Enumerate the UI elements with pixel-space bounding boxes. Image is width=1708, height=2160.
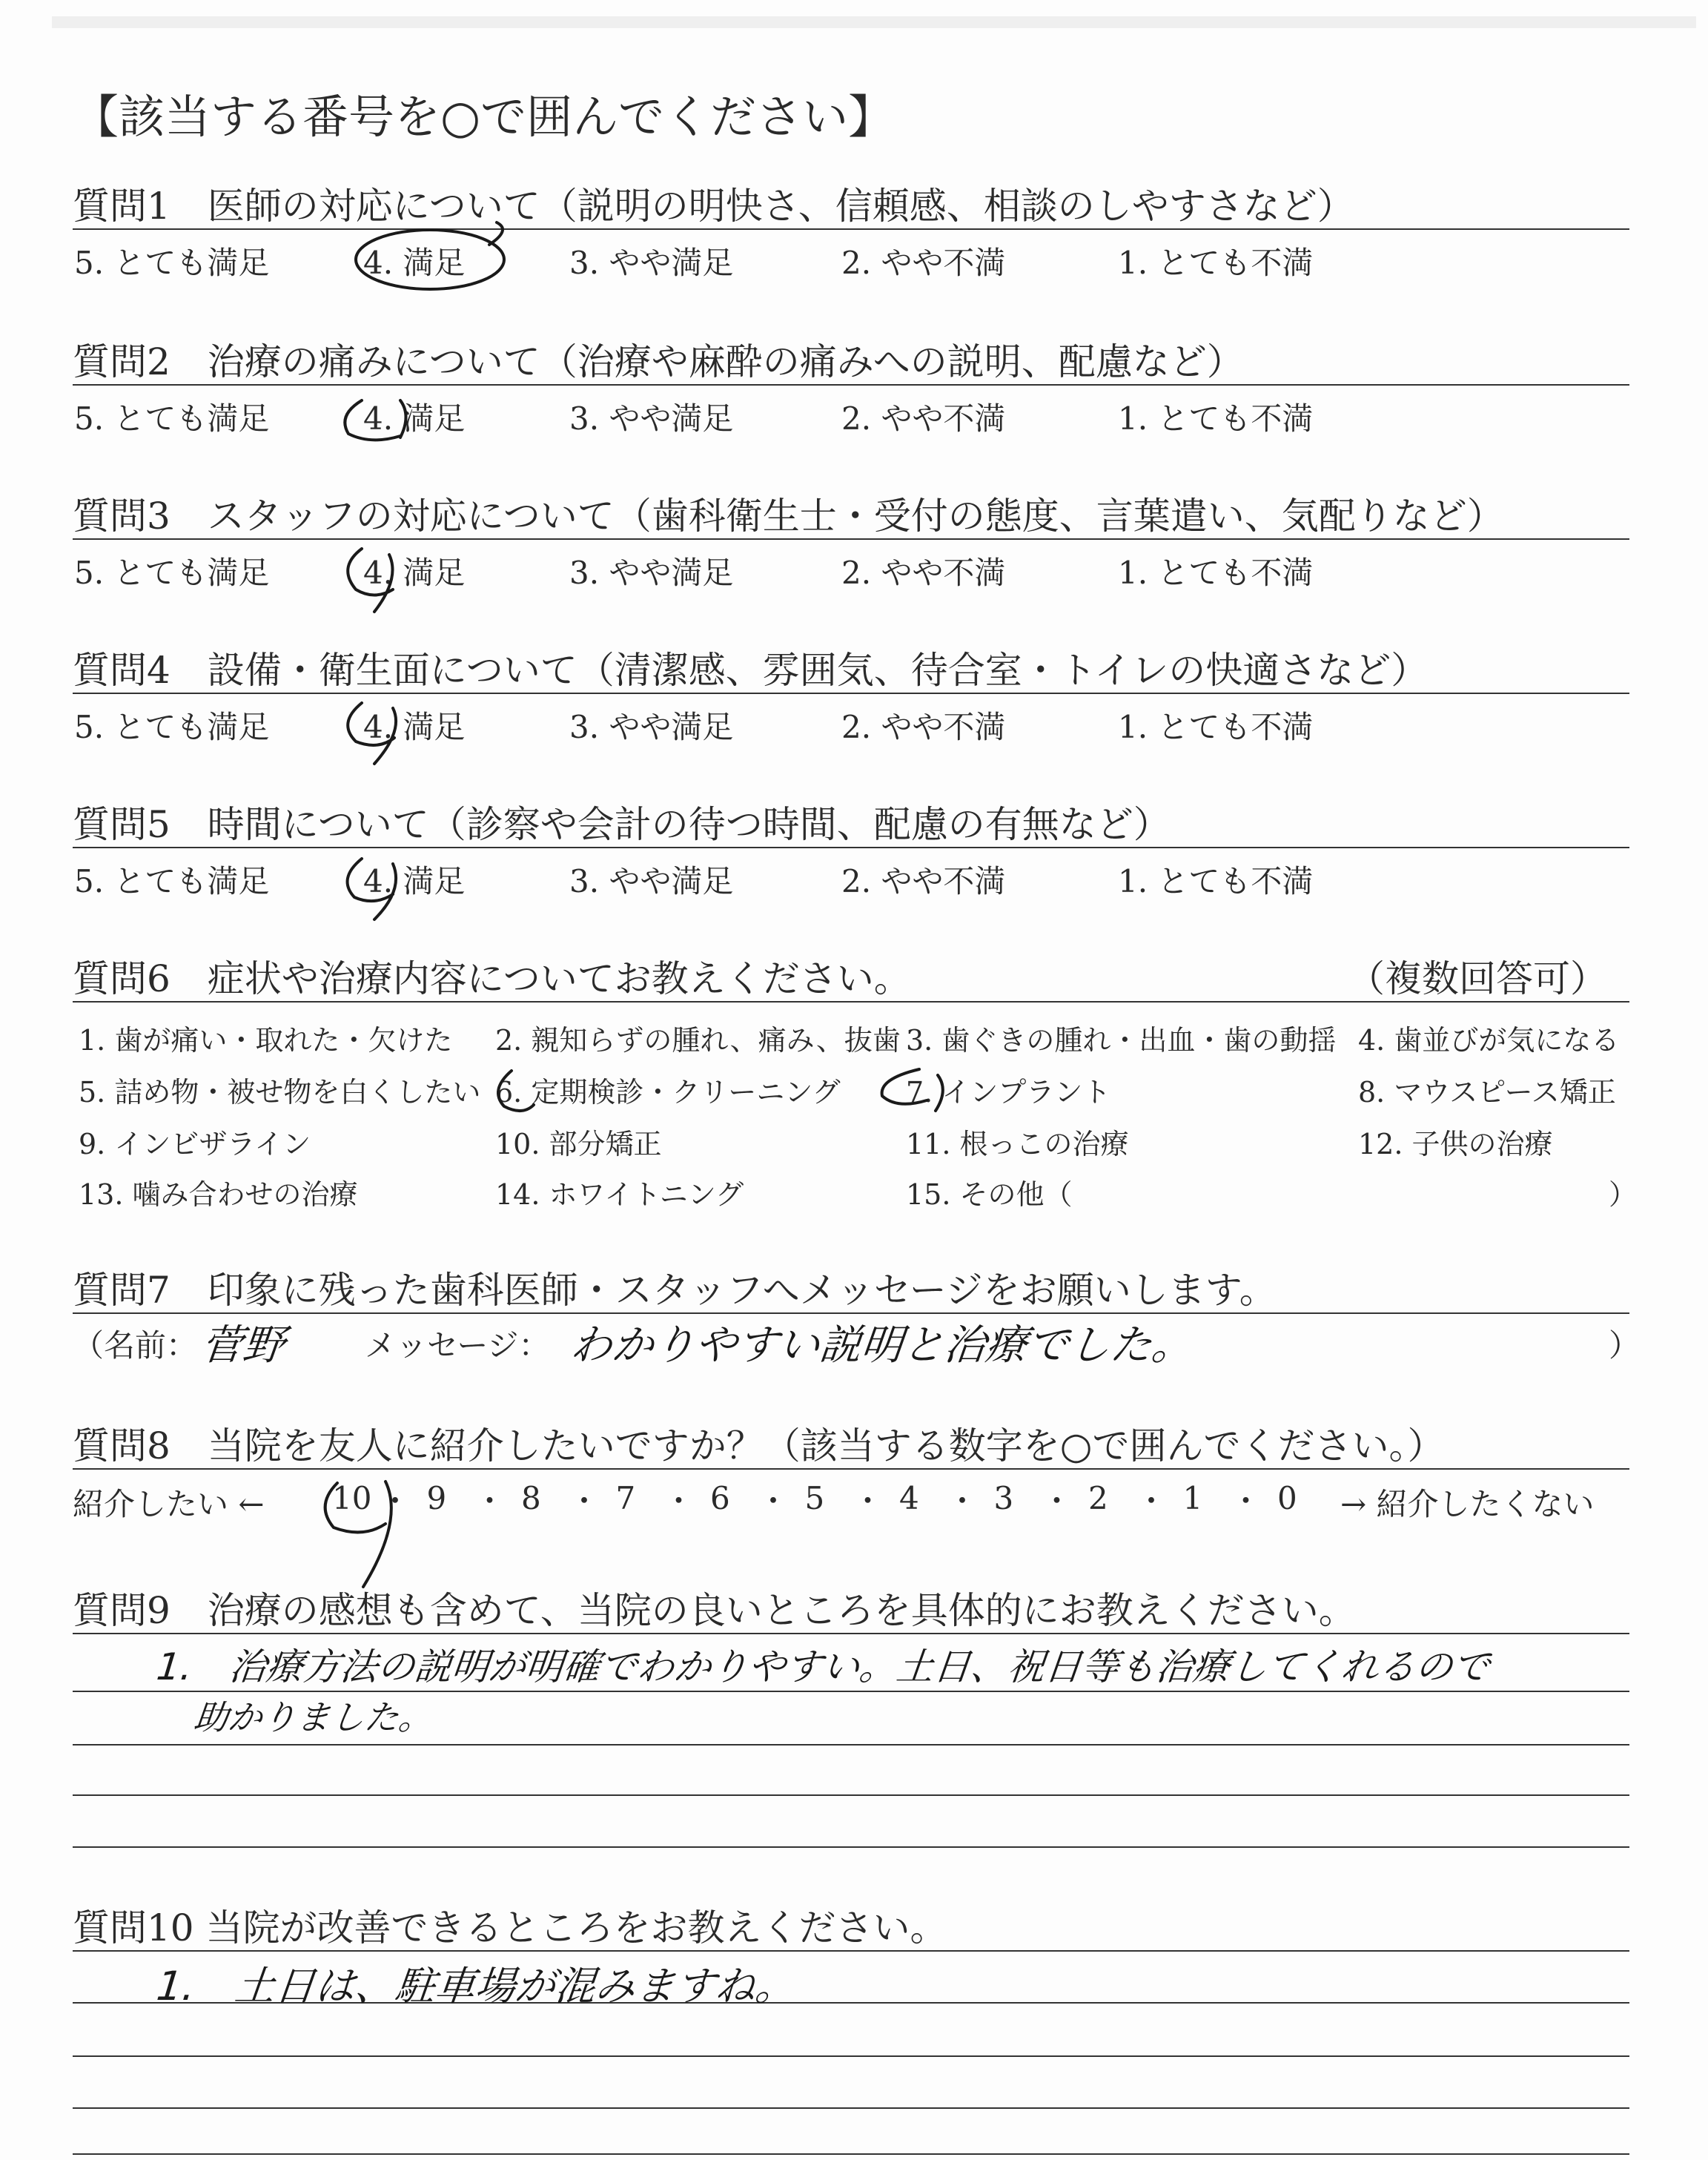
q6-title: 質問6 症状や治療内容についてお教えください。 bbox=[73, 957, 911, 1000]
q8-scale-value-8[interactable]: 8 bbox=[521, 1480, 541, 1516]
q2-option-5[interactable]: 5. とても満足 bbox=[74, 400, 270, 437]
q8-scale-value-7[interactable]: 7 bbox=[615, 1480, 636, 1516]
q6-option-7[interactable]: 7. インプラント bbox=[906, 1076, 1111, 1109]
q2-title: 質問2 治療の痛みについて（治療や麻酔の痛みへの説明、配慮など） bbox=[73, 340, 1244, 383]
q2-rule bbox=[73, 384, 1629, 386]
q1-option-2[interactable]: 2. やや不満 bbox=[841, 245, 1006, 281]
q2-option-4[interactable]: 4. 満足 bbox=[363, 400, 466, 437]
q6-rule bbox=[73, 1001, 1629, 1003]
q8-scale-separator: ・ bbox=[663, 1483, 695, 1519]
q4-option-5[interactable]: 5. とても満足 bbox=[74, 709, 270, 745]
q8-scale-value-3[interactable]: 3 bbox=[993, 1480, 1014, 1516]
q6-option-9[interactable]: 9. インビザライン bbox=[79, 1128, 311, 1160]
q7-message-label: メッセージ： bbox=[365, 1327, 550, 1364]
q1-option-5[interactable]: 5. とても満足 bbox=[74, 245, 270, 281]
q5-option-3[interactable]: 3. やや満足 bbox=[569, 863, 734, 899]
q2-option-1[interactable]: 1. とても不満 bbox=[1118, 400, 1314, 437]
q8-scale-value-9[interactable]: 9 bbox=[426, 1480, 447, 1516]
q10-rule-4 bbox=[73, 2107, 1629, 2109]
q8-scale-separator: ・ bbox=[947, 1483, 979, 1519]
q10-title: 質問10 当院が改善できるところをお教えください。 bbox=[73, 1906, 947, 1949]
q7-message-value[interactable]: わかりやすい説明と治療でした。 bbox=[568, 1321, 1196, 1370]
q1-option-3[interactable]: 3. やや満足 bbox=[569, 245, 734, 281]
q3-rule bbox=[73, 538, 1629, 540]
q4-rule bbox=[73, 693, 1629, 694]
q9-title: 質問9 治療の感想も含めて、当院の良いところを具体的にお教えください。 bbox=[73, 1589, 1356, 1632]
q9-answer-line-2[interactable]: 助かりました。 bbox=[191, 1697, 435, 1737]
q8-scale-separator: ・ bbox=[852, 1483, 884, 1519]
q8-rule bbox=[73, 1468, 1629, 1470]
q3-option-1[interactable]: 1. とても不満 bbox=[1118, 555, 1314, 591]
q9-rule-5 bbox=[73, 1846, 1629, 1848]
q5-option-1[interactable]: 1. とても不満 bbox=[1118, 863, 1314, 899]
q6-option-15[interactable]: 15. その他（ bbox=[906, 1178, 1073, 1211]
q8-scale-value-0[interactable]: 0 bbox=[1277, 1480, 1297, 1516]
q2-option-3[interactable]: 3. やや満足 bbox=[569, 400, 734, 437]
q8-scale-separator: ・ bbox=[1041, 1483, 1073, 1519]
q6-option-6[interactable]: 6. 定期検診・クリーニング bbox=[495, 1076, 841, 1109]
q1-title: 質問1 医師の対応について（説明の明快さ、信頼感、相談のしやすさなど） bbox=[73, 185, 1354, 228]
q8-title: 質問8 当院を友人に紹介したいですか？（該当する数字を○で囲んでください。） bbox=[73, 1424, 1445, 1467]
q10-rule-5 bbox=[73, 2153, 1629, 2155]
q2-option-2[interactable]: 2. やや不満 bbox=[841, 400, 1006, 437]
q7-title: 質問7 印象に残った歯科医師・スタッフへメッセージをお願いします。 bbox=[73, 1269, 1277, 1312]
q4-option-1[interactable]: 1. とても不満 bbox=[1118, 709, 1314, 745]
q4-option-2[interactable]: 2. やや不満 bbox=[841, 709, 1006, 745]
q7-name-label: （名前： bbox=[73, 1327, 198, 1364]
q10-rule-1 bbox=[73, 1950, 1629, 1952]
q4-option-3[interactable]: 3. やや満足 bbox=[569, 709, 734, 745]
q6-option-2[interactable]: 2. 親知らずの腫れ、痛み、抜歯 bbox=[495, 1024, 901, 1057]
q10-rule-3 bbox=[73, 2055, 1629, 2057]
scan-top-edge bbox=[52, 16, 1696, 28]
q8-scale-value-4[interactable]: 4 bbox=[899, 1480, 919, 1516]
q6-option-8[interactable]: 8. マウスピース矯正 bbox=[1358, 1076, 1616, 1109]
q4-title: 質問4 設備・衛生面について（清潔感、雰囲気、待合室・トイレの快適さなど） bbox=[73, 649, 1429, 692]
q5-option-4[interactable]: 4. 満足 bbox=[363, 863, 466, 899]
q9-rule-1 bbox=[73, 1633, 1629, 1634]
q8-scale-separator: ・ bbox=[569, 1483, 600, 1519]
page-header: 【該当する番号を○で囲んでください】 bbox=[73, 90, 895, 144]
q3-option-5[interactable]: 5. とても満足 bbox=[74, 555, 270, 591]
q6-option-10[interactable]: 10. 部分矯正 bbox=[495, 1128, 662, 1160]
q1-rule bbox=[73, 228, 1629, 230]
q8-scale-separator: ・ bbox=[380, 1483, 411, 1519]
q6-option-1[interactable]: 1. 歯が痛い・取れた・欠けた bbox=[79, 1024, 453, 1057]
q3-option-3[interactable]: 3. やや満足 bbox=[569, 555, 734, 591]
q5-title: 質問5 時間について（診察や会計の待つ時間、配慮の有無など） bbox=[73, 803, 1171, 846]
q9-rule-3 bbox=[73, 1744, 1629, 1745]
q6-note: （複数回答可） bbox=[1348, 957, 1607, 1000]
q6-option-5[interactable]: 5. 詰め物・被せ物を白くしたい bbox=[79, 1076, 481, 1109]
q8-scale-value-2[interactable]: 2 bbox=[1088, 1480, 1108, 1516]
q3-option-4[interactable]: 4. 満足 bbox=[363, 555, 466, 591]
q5-option-5[interactable]: 5. とても満足 bbox=[74, 863, 270, 899]
q8-scale-value-10[interactable]: 10 bbox=[332, 1480, 372, 1516]
q8-scale-separator: ・ bbox=[1136, 1483, 1168, 1519]
q8-scale-value-1[interactable]: 1 bbox=[1182, 1480, 1203, 1516]
q8-right-label: → 紹介したくない bbox=[1340, 1486, 1595, 1522]
q8-scale-value-6[interactable]: 6 bbox=[710, 1480, 730, 1516]
q3-title: 質問3 スタッフの対応について（歯科衛生士・受付の態度、言葉遣い、気配りなど） bbox=[73, 495, 1504, 538]
q10-answer-line-1[interactable]: 1. 土日は、駐車場が混みますね。 bbox=[154, 1963, 798, 2009]
q5-option-2[interactable]: 2. やや不満 bbox=[841, 863, 1006, 899]
q3-option-2[interactable]: 2. やや不満 bbox=[841, 555, 1006, 591]
q6-other-close: ） bbox=[1609, 1178, 1638, 1211]
q6-option-11[interactable]: 11. 根っこの治療 bbox=[906, 1128, 1129, 1160]
q8-scale-separator: ・ bbox=[758, 1483, 790, 1519]
q6-option-14[interactable]: 14. ホワイトニング bbox=[495, 1178, 744, 1211]
q9-answer-line-1[interactable]: 1. 治療方法の説明が明確でわかりやすい。土日、祝日等も治療してくれるので bbox=[154, 1645, 1492, 1688]
q6-option-3[interactable]: 3. 歯ぐきの腫れ・出血・歯の動揺 bbox=[906, 1024, 1337, 1057]
q6-option-12[interactable]: 12. 子供の治療 bbox=[1358, 1128, 1553, 1160]
q1-option-1[interactable]: 1. とても不満 bbox=[1118, 245, 1314, 281]
q6-option-13[interactable]: 13. 噛み合わせの治療 bbox=[79, 1178, 358, 1211]
q9-rule-4 bbox=[73, 1794, 1629, 1796]
q1-option-4[interactable]: 4. 満足 bbox=[363, 245, 466, 281]
q4-option-4[interactable]: 4. 満足 bbox=[363, 709, 466, 745]
q7-name-value[interactable]: 菅野 bbox=[199, 1321, 287, 1370]
q8-left-label: 紹介したい ← bbox=[73, 1486, 265, 1522]
q8-scale-separator: ・ bbox=[474, 1483, 506, 1519]
q6-option-4[interactable]: 4. 歯並びが気になる bbox=[1358, 1024, 1620, 1057]
q8-scale-separator: ・ bbox=[1230, 1483, 1262, 1519]
q8-scale-value-5[interactable]: 5 bbox=[804, 1480, 825, 1516]
q7-close-paren: ） bbox=[1609, 1327, 1641, 1364]
q5-rule bbox=[73, 847, 1629, 848]
